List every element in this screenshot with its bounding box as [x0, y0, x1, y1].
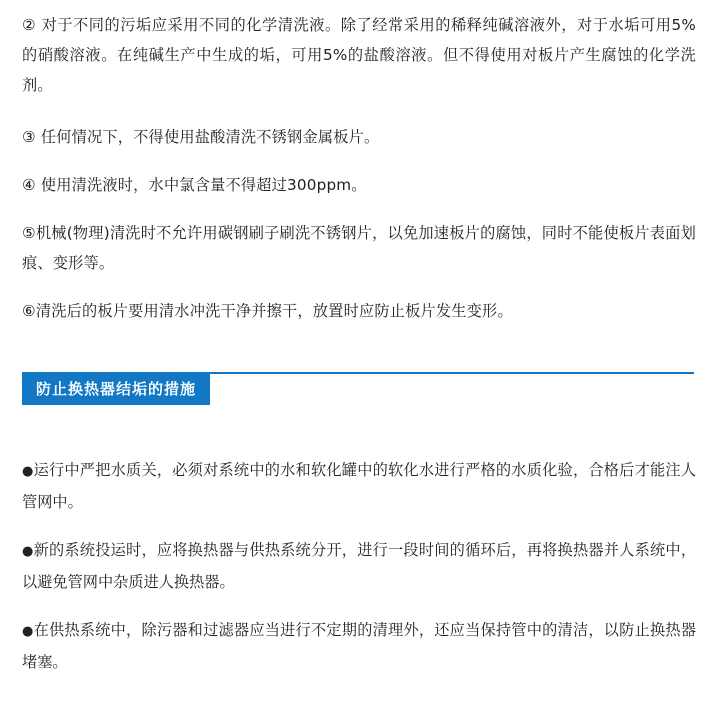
paragraph-item-5: ⑤机械(物理)清洗时不允许用碳钢刷子刷洗不锈钢片，以免加速板片的腐蚀，同时不能使板片表面划痕、变形等。	[22, 224, 696, 272]
bullet-item	[22, 455, 696, 517]
bullet-marker-icon: ●	[22, 544, 34, 559]
paragraph-item-4: ④ 使用清洗液时，水中氯含量不得超过300ppm。	[22, 176, 367, 194]
paragraph-item-3: ③ 任何情况下，不得使用盐酸清洗不锈钢金属板片。	[22, 128, 380, 146]
section-heading-label: 防止换热器结垢的措施	[22, 374, 210, 405]
bullet-marker-icon: ●	[22, 464, 34, 479]
bullet-text: 在供热系统中，除污器和过滤器应当进行不定期的清理外，还应当保持管中的清洁，以防止换热器堵塞。	[22, 621, 697, 671]
bullet-item	[22, 535, 696, 597]
paragraph-item-6: ⑥清洗后的板片要用清水冲洗干净并擦干，放置时应防止板片发生变形。	[22, 302, 513, 320]
spacer	[22, 431, 696, 455]
bullet-text: 新的系统投运时，应将换热器与供热系统分开，进行一段时间的循环后，再将换热器并人系统中，以避免管网中杂质进人换热器。	[22, 541, 697, 591]
bullet-text: 运行中严把水质关，必须对系统中的水和软化罐中的软化水进行严格的水质化验，合格后才能注人管网中。	[22, 461, 697, 511]
section-heading	[22, 372, 696, 405]
paragraph-item-2: ② 对于不同的污垢应采用不同的化学清洗液。除了经常采用的稀释纯碱溶液外，对于水垢可用5%的硝酸溶液。在纯碱生产中生成的垢，可用5%的盐酸溶液。但不得使用对板片产生腐蚀的化学洗剂。	[22, 16, 696, 94]
bullet-item	[22, 615, 696, 677]
bullet-marker-icon: ●	[22, 624, 34, 639]
